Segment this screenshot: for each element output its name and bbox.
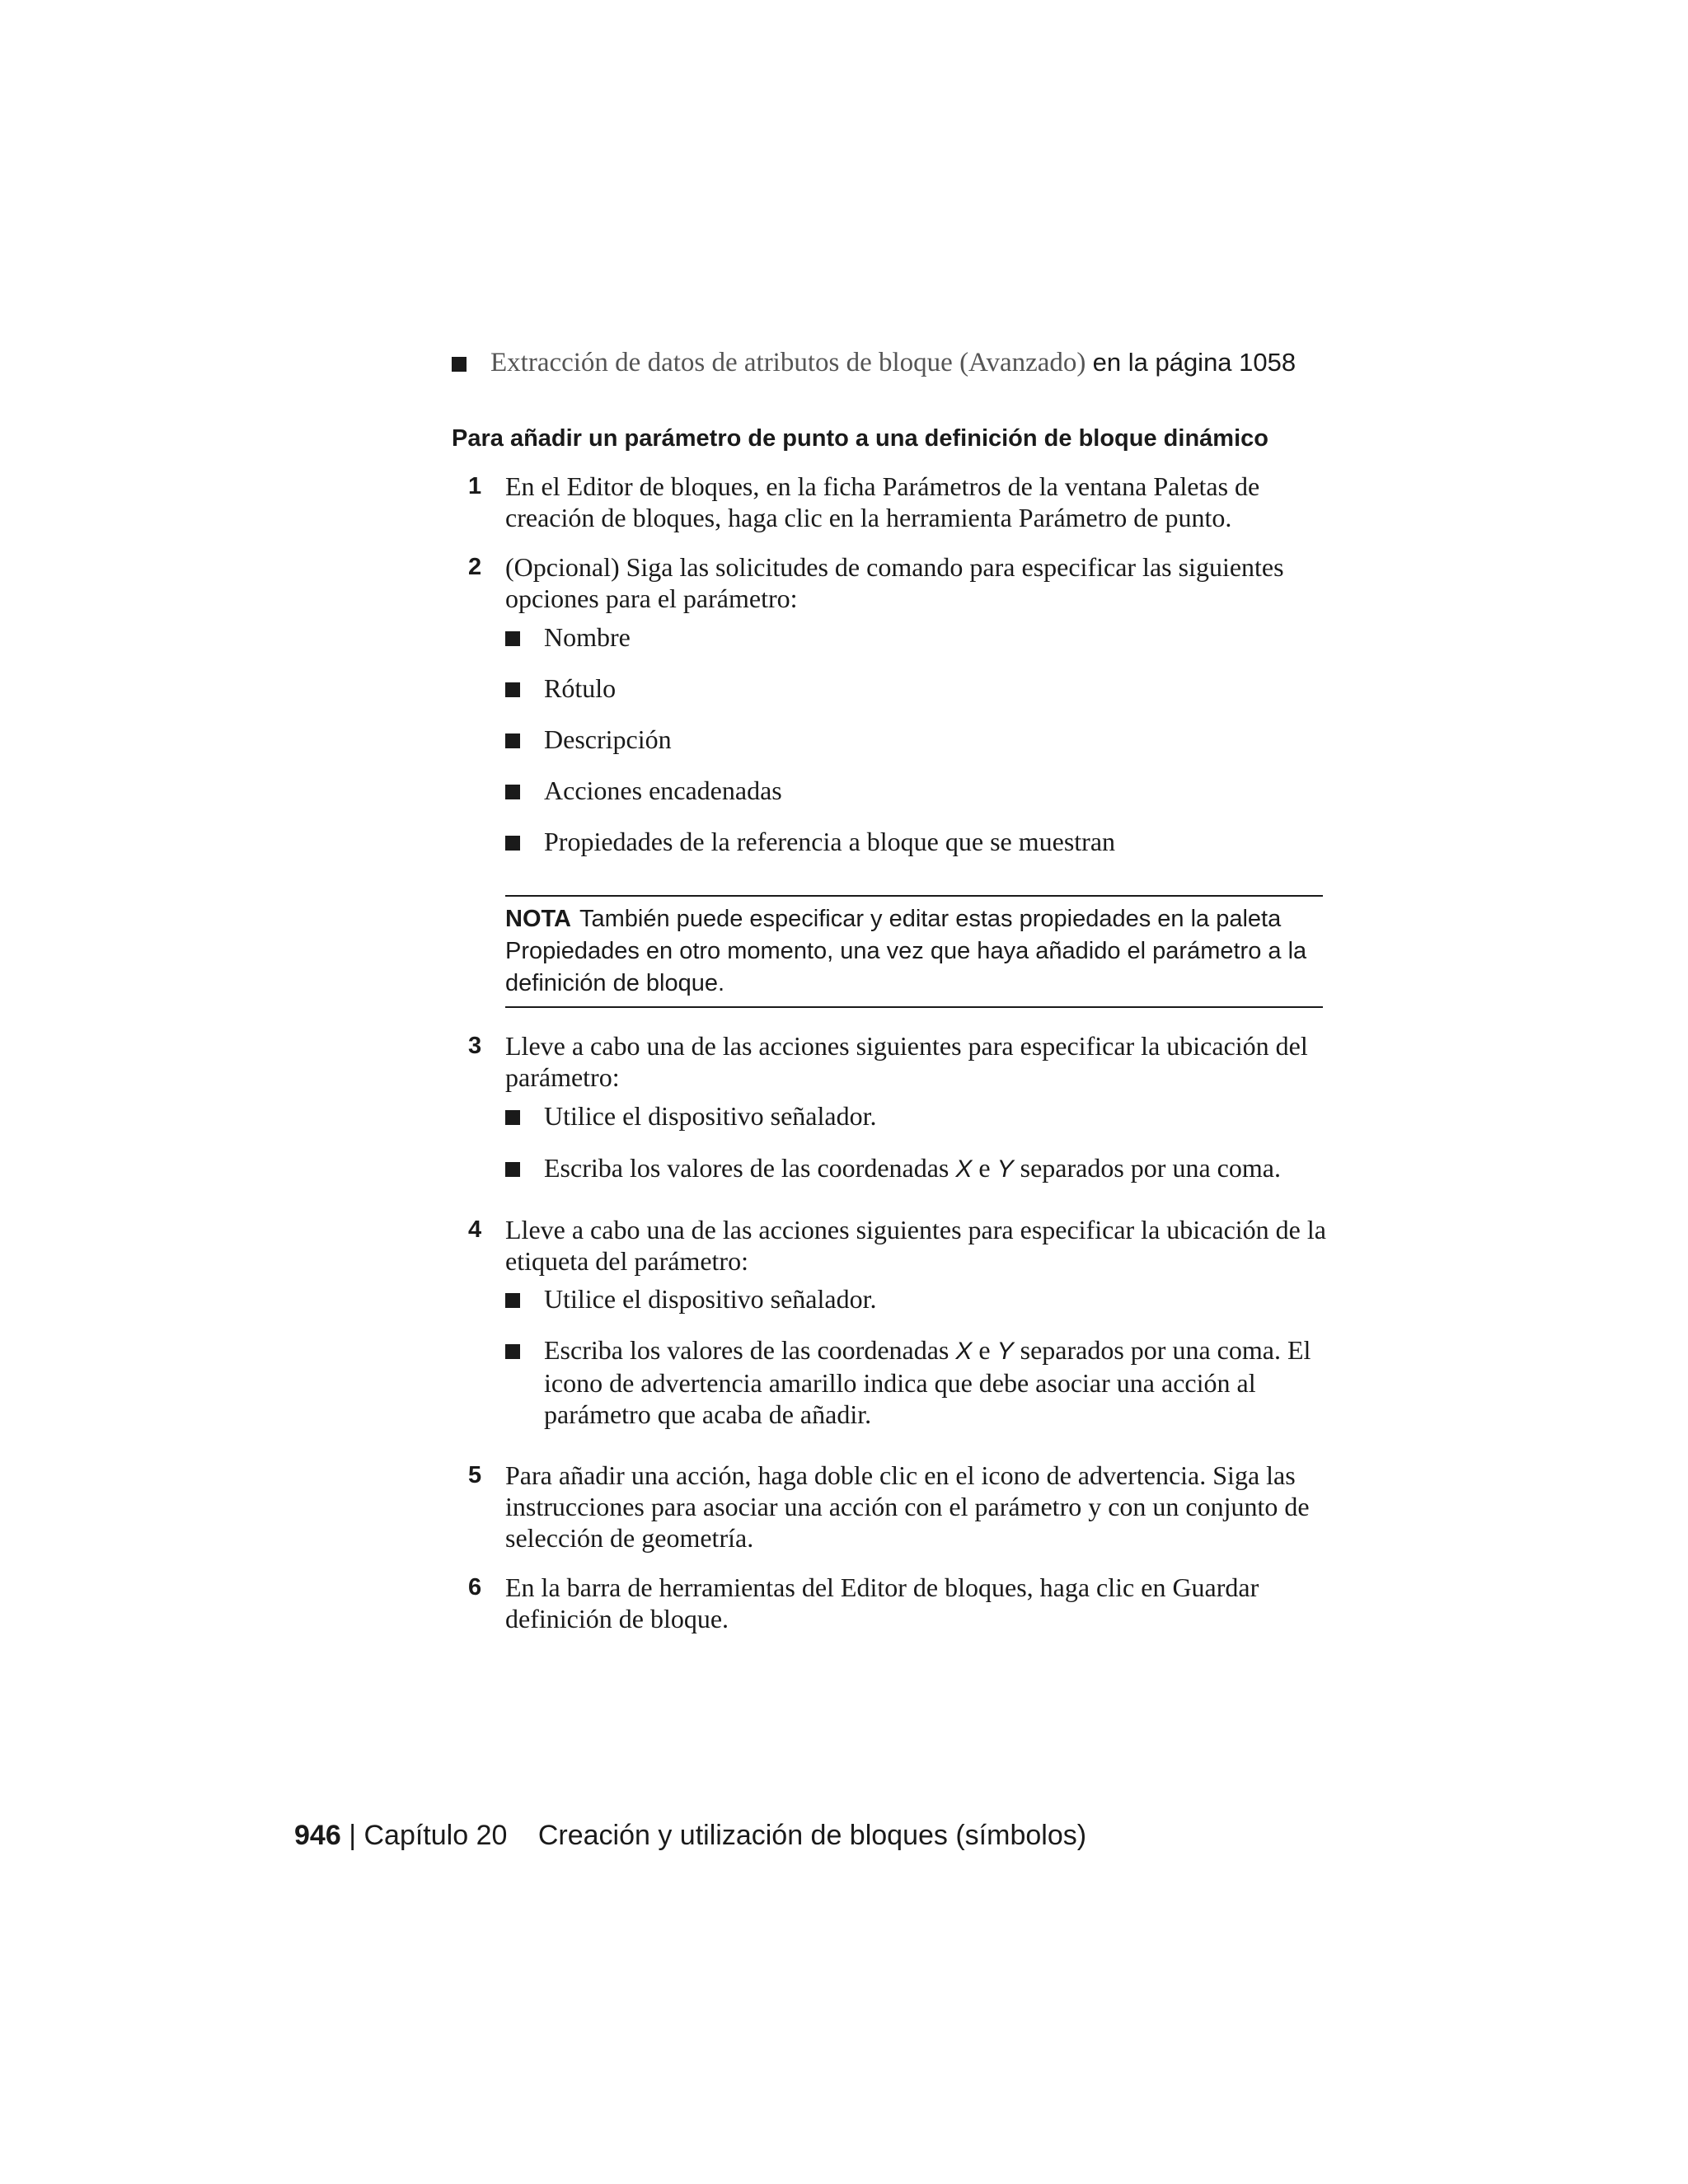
note-box [505, 895, 1323, 1008]
step-number: 2 [468, 554, 482, 580]
reference-link[interactable]: Extracción de datos de atributos de bloque (Avanzado) [490, 348, 1086, 377]
bullet-square-icon [505, 1344, 520, 1359]
bullet-square-icon [505, 1110, 520, 1125]
list-item-text: Utilice el dispositivo señalador. [544, 1101, 877, 1131]
list-item-text: Utilice el dispositivo señalador. [544, 1284, 877, 1314]
chapter-label: Capítulo 20 [363, 1820, 508, 1851]
page-number: 946 [294, 1820, 341, 1851]
bullet-square-icon [505, 836, 520, 851]
step-number: 5 [468, 1462, 482, 1488]
list-item-text: Nombre [544, 622, 631, 652]
step-number: 1 [468, 473, 482, 499]
procedure-heading: Para añadir un parámetro de punto a una definición de bloque dinámico [452, 425, 1268, 452]
step-text: (Opcional) Siga las solicitudes de comando para especificar las siguientes opciones para el parámetro: [505, 552, 1284, 613]
footer-separator: | [349, 1820, 357, 1851]
chapter-title: Creación y utilización de bloques (símbolos) [537, 1820, 1087, 1851]
step-text: Para añadir una acción, haga doble clic en el icono de advertencia. Siga las instrucciones para asociar una acción con el parámetro y con un conjunto de selección de geometría. [505, 1460, 1310, 1553]
reference-page: en la página 1058 [1092, 348, 1296, 377]
list-item-text: Propiedades de la referencia a bloque que se muestran [544, 827, 1116, 856]
note-text: También puede especificar y editar estas propiedades en la paleta Propiedades en otro momento, una vez que haya añadido el parámetro a la definición de bloque. [505, 906, 1307, 996]
page-footer [294, 1817, 1086, 1854]
bullet-square-icon [505, 1293, 520, 1308]
bullet-square-icon [452, 357, 467, 372]
step-text: Lleve a cabo una de las acciones siguientes para especificar la ubicación del parámetro: [505, 1031, 1308, 1092]
step-number: 4 [468, 1216, 482, 1243]
step-number: 3 [468, 1033, 482, 1059]
list-item-text: Rótulo [544, 673, 617, 703]
list-item-text: Descripción [544, 724, 672, 754]
bullet-square-icon [505, 785, 520, 799]
bullet-square-icon [505, 631, 520, 646]
bullet-square-icon [505, 1162, 520, 1177]
step-text: Lleve a cabo una de las acciones siguientes para especificar la ubicación de la etiqueta del parámetro: [505, 1215, 1326, 1276]
step-text: En la barra de herramientas del Editor de bloques, haga clic en Guardar definición de bloque. [505, 1572, 1259, 1633]
note-label: NOTA [505, 906, 572, 932]
list-item-text: Acciones encadenadas [544, 776, 782, 805]
bullet-square-icon [505, 682, 520, 697]
step-text: En el Editor de bloques, en la ficha Parámetros de la ventana Paletas de creación de bloques, haga clic en la herramienta Parámetro de punto. [505, 471, 1260, 532]
reference-text [490, 346, 1296, 379]
step-number: 6 [468, 1574, 482, 1601]
bullet-square-icon [505, 733, 520, 748]
list-item-text: Escriba los valores de las coordenadas X e Y separados por una coma. El icono de advertencia amarillo indica que debe asociar una acción al parámetro que acaba de añadir. [544, 1335, 1311, 1429]
list-item-text: Escriba los valores de las coordenadas X e Y separados por una coma. [544, 1153, 1281, 1183]
